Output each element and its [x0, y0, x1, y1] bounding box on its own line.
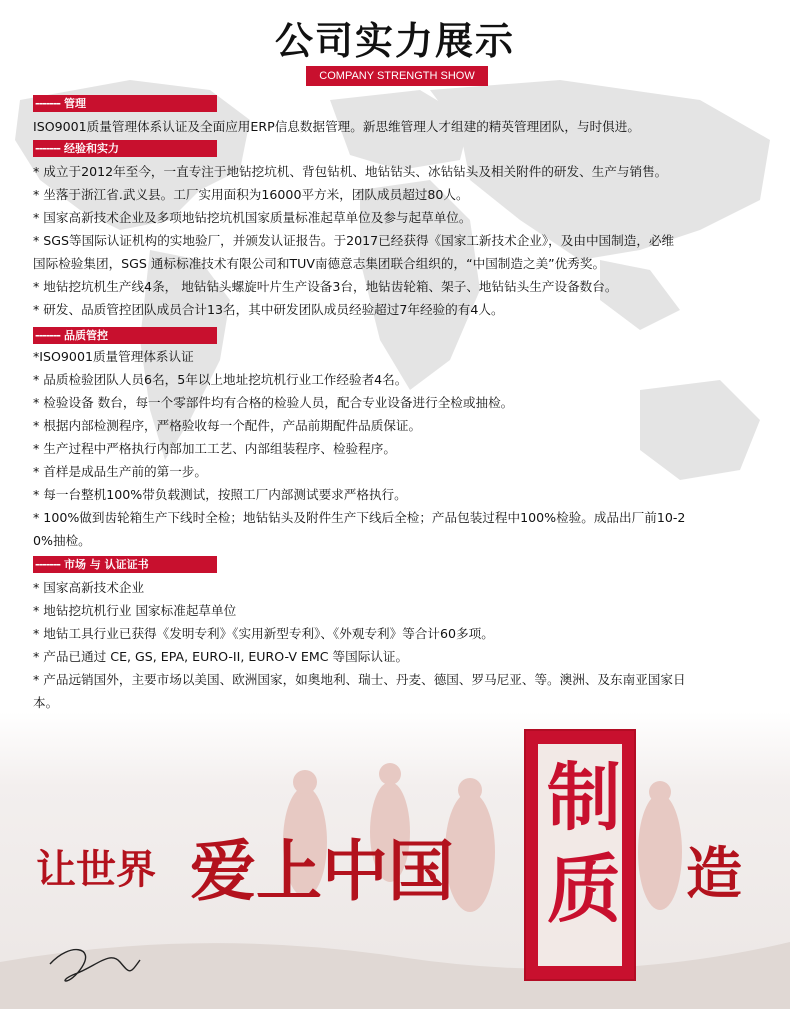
- text-line: * 首样是成品生产前的第一步。: [33, 464, 208, 479]
- section-body-quality: [33, 345, 763, 552]
- slogan-part3: 造: [686, 841, 742, 907]
- text-line: * 坐落于浙江省.武义县。工厂实用面积为16000平方米，团队成员超过80人。: [33, 187, 469, 202]
- section-label: 市场 与 认证证书: [63, 558, 149, 571]
- section-label: 经验和实力: [63, 142, 119, 155]
- section-body-market: [33, 576, 763, 714]
- page-title: 公司实力展示: [274, 19, 515, 63]
- text-line: ISO9001质量管理体系认证及全面应用ERP信息数据管理。新思维管理人才组建的精英管理团队，与时俱进。: [33, 119, 640, 134]
- section-title-market: [33, 556, 217, 573]
- text-line: * 国家高新技术企业及多项地钻挖坑机国家质量标准起草单位及参与起草单位。: [33, 210, 472, 225]
- text-line: * 国家高新技术企业: [33, 580, 145, 595]
- text-line: * 地钻挖坑机行业 国家标准起草单位: [33, 603, 237, 618]
- section-label: 管理: [63, 97, 86, 110]
- text-line: * 根据内部检测程序，严格验收每一个配件，产品前期配件品质保证。: [33, 418, 422, 433]
- subtitle-badge: COMPANY STRENGTH SHOW: [306, 66, 488, 86]
- section-title-experience: [33, 140, 217, 157]
- slogan-seal-text: 制 质: [547, 755, 621, 933]
- text-line: * 检验设备 数台，每一个零部件均有合格的检验人员，配合专业设备进行全检或抽检。: [33, 395, 514, 410]
- section-title-quality: [33, 327, 217, 344]
- dash-decoration: -------: [35, 329, 60, 342]
- dash-decoration: -------: [35, 558, 60, 571]
- section-title-management: [33, 95, 217, 112]
- text-line: 国际检验集团，SGS 通标标准技术有限公司和TUV南德意志集团联合组织的，“中国制造之美”优秀奖。: [33, 256, 606, 271]
- text-line: *ISO9001质量管理体系认证: [33, 349, 194, 364]
- text-line: * SGS等国际认证机构的实地验厂，并颁发认证报告。于2017已经获得《国家工新技术企业》，及由中国制造，必维: [33, 233, 675, 248]
- text-line: 0%抽检。: [33, 533, 91, 548]
- text-line: * 产品远销国外，主要市场以美国、欧洲国家，如奥地利、瑞士、丹麦、德国、罗马尼亚、等。澳洲、及东南亚国家日: [33, 672, 686, 687]
- dash-decoration: -------: [35, 97, 60, 110]
- text-line: * 每一台整机100%带负载测试，按照工厂内部测试要求严格执行。: [33, 487, 407, 502]
- slogan-part2: 爱上中国: [190, 832, 454, 910]
- text-line: 本。: [33, 695, 59, 710]
- text-line: * 产品已通过 CE, GS, EPA, EURO-II, EURO-V EMC 等国际认证。: [33, 649, 409, 664]
- text-line: * 地钻工具行业已获得《发明专利》《实用新型专利》、《外观专利》等合计60多项。: [33, 626, 494, 641]
- text-line: * 成立于2012年至今，一直专注于地钻挖坑机、背包钻机、地钻钻头、冰钻钻头及相关附件的研发、生产与销售。: [33, 164, 668, 179]
- section-label: 品质管控: [63, 329, 108, 342]
- section-body-management: [33, 115, 763, 138]
- text-line: * 品质检验团队人员6名，5年以上地址挖坑机行业工作经验者4名。: [33, 372, 408, 387]
- dash-decoration: -------: [35, 142, 60, 155]
- text-line: * 地钻挖坑机生产线4条， 地钻钻头螺旋叶片生产设备3台，地钻齿轮箱、架子、地钻钻头生产设备数台。: [33, 279, 618, 294]
- text-line: * 生产过程中严格执行内部加工工艺、内部组装程序、检验程序。: [33, 441, 396, 456]
- text-line: * 100%做到齿轮箱生产下线时全检；地钻钻头及附件生产下线后全检；产品包装过程中100%检验。成品出厂前10-2: [33, 510, 686, 525]
- section-body-experience: [33, 160, 763, 321]
- text-line: * 研发、品质管控团队成员合计13名，其中研发团队成员经验超过7年经验的有4人。: [33, 302, 504, 317]
- slogan-part1: 让世界: [36, 846, 156, 893]
